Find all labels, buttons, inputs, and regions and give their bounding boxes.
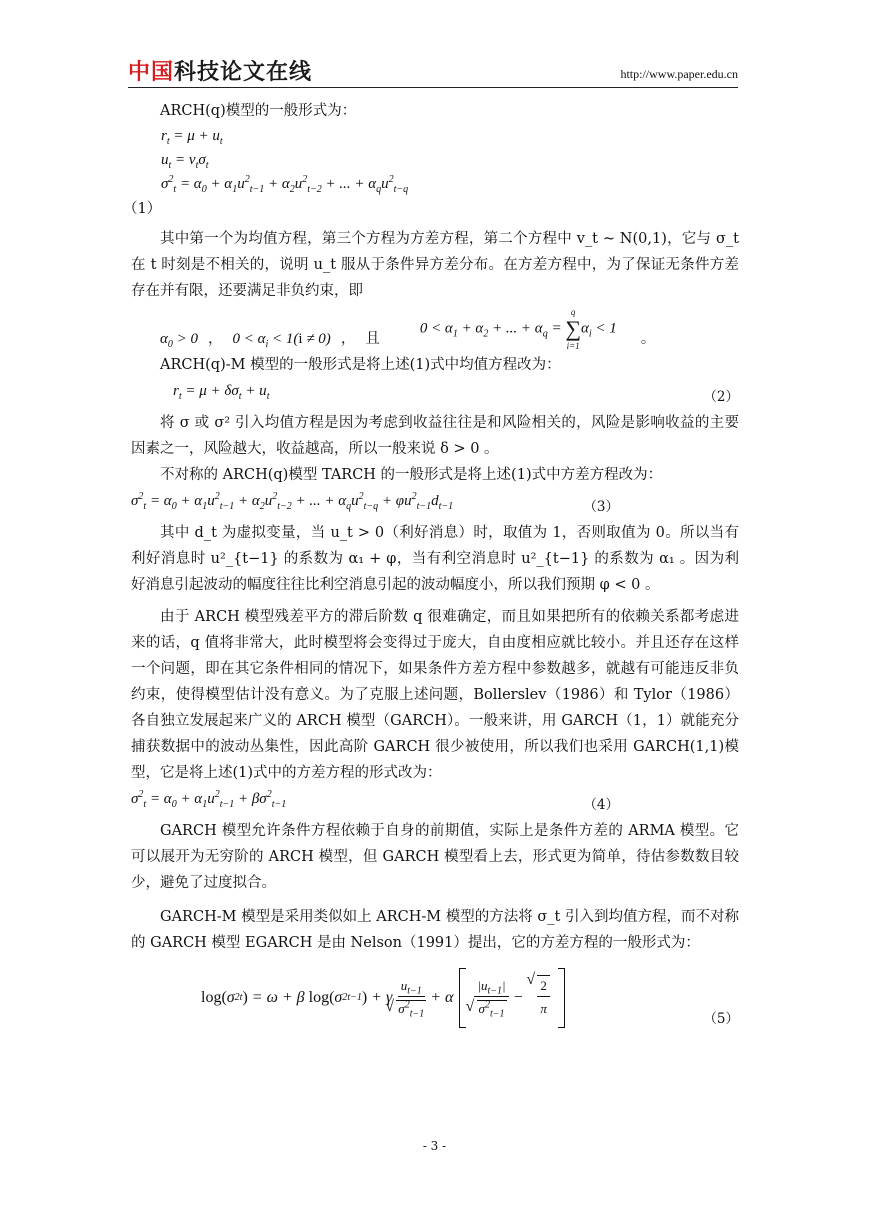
constraint-alpha0: $\alpha_0 > 0$ [160,331,198,350]
logo-red-part: 中国 [128,60,175,85]
eq4-number: （4） [583,797,619,813]
constraint-end: 。 [640,331,656,347]
paragraph-garch: 由于 ARCH 模型残差平方的滞后阶数 q 很难确定，而且如果把所有的依赖关系都考虑进来的话，q 值将非常大，此时模型将会变得过于庞大，自由度相应就比较小。并且还存在这样一个问题，即在其它条件相同的情况下，如果条件方差方程中参数越多，就越有可能违反非负约束，使得模型估计没有意义。为了克服上述问题，Bollerslev（1986）和 Tylor（1986）各自独立发展起来广义的 ARCH 模型（GARCH）。一般来讲，用 GARCH（1，1）就能充分捕获数据中的波动丛集性，因此高阶 GARCH 很少被使用，所以我们也采用 GARCH(1,1)模型，它是将上述(1)式中的方差方程的形式改为： [131,609,739,781]
eq5-sqrt-2-pi: √ $\frac{2}{\pi}$ [537,975,550,1021]
eq4-row [131,786,739,812]
eq5-fraction-alpha: $|u_{t-1}|$ √ $\sigma^2_{t-1}$ [474,976,508,1021]
archm-intro: ARCH(q)-M 模型的一般形式是将上述(1)式中均值方程改为： [160,357,561,373]
eq5-block [131,960,739,1026]
eq5-number: （5） [703,1011,739,1027]
constraint-and: 且 [365,331,380,347]
eq2: $r_t = \mu + \delta\sigma_t + u_t$ [173,383,270,402]
eq3-number: （3） [583,499,619,515]
eq5: log( σ 2 t ) = ω + β log( σ 2 t−1 ) + γ $u_{t-1}$ √ $\sigma^2_{t-1}$ + α $|u_{t-1}|$ √ $\sigma^2_{t-1}$ − √ $\frac{2}{\pi}$ [201,968,565,1028]
nonneg-constraints: $\alpha_0 > 0$ ， $0 < \alpha_i < 1(i \ne 0)$ ， 且 $0 < \alpha_1 + \alpha_2$ + ... + $\alpha_q$ = q ∑ i=1 $\alpha_i < 1$ 。 [160,307,656,351]
paragraph-egarch: GARCH-M 模型是采用类似如上 ARCH-M 模型的方法将 σ_t 引入到均值方程，而不对称的 GARCH 模型 EGARCH 是由 Nelson（1991）提出，它的方差方程的一般形式为： [131,909,739,951]
eq1-variance: $\sigma^2_t = \alpha_0 + \alpha_1u^2_{t-1} + \alpha_2u^2_{t-2}$ + ... + $\alpha_qu^2_{t-q}$ [161,174,409,195]
paragraph-arch-explain: 其中第一个为均值方程，第三个方程为方差方程，第二个方程中 v_t ~ N(0,1)，它与 σ_t 在 t 时刻是不相关的，说明 u_t 服从于条件异方差分布。在方差方程中，为了保证无条件方差存在并有限，还要满足非负约束，即 [131,231,739,299]
eq4: $\sigma^2_t = \alpha_0 + \alpha_1u^2_{t-1} + \beta\sigma^2_{t-1}$ [131,789,287,810]
eq2-row [131,378,739,404]
eq5-bracket: $|u_{t-1}|$ √ $\sigma^2_{t-1}$ − √ $\frac{2}{\pi}$ [459,968,564,1028]
eq1-mean: $r_t = \mu + u_t$ [161,128,223,147]
constraint-alphai: $0 < \alpha_i < 1(i \ne 0)$ [232,331,331,350]
paragraph-garch-arma: GARCH 模型允许条件方程依赖于自身的前期值，实际上是条件方差的 ARMA 模型。它可以展开为无穷阶的 ARCH 模型，但 GARCH 模型看上去，形式更为简单，待估参数数目较少，避免了过度拟合。 [131,823,739,891]
arch-intro: ARCH(q)模型的一般形式为： [160,103,357,119]
eq3: $\sigma^2_t = \alpha_0 + \alpha_1u^2_{t-1} + \alpha_2u^2_{t-2}$ + ... + $\alpha_qu^2_{t-q} + \varphi u^2_{t-1}d_{t-1}$ [131,491,454,512]
eq5-fraction-gamma: $u_{t-1}$ √ $\sigma^2_{t-1}$ [396,976,426,1021]
tarch-intro: 不对称的 ARCH(q)模型 TARCH 的一般形式是将上述(1)式中方差方程改为： [160,467,663,483]
eq3-row [131,488,739,514]
eq2-number: （2） [703,389,739,405]
eq1-error: $u_t = v_t\sigma_t$ [161,152,209,171]
journal-logo [128,60,312,86]
eq1-number: （1） [123,201,162,217]
header-url[interactable]: http://www.paper.edu.cn [620,67,738,81]
logo-dark-part: 科技论文在线 [174,60,313,85]
paragraph-risk: 将 σ 或 σ² 引入均值方程是因为考虑到收益往往是和风险相关的，风险是影响收益的主要因素之一，风险越大，收益越高，所以一般来说 δ > 0 。 [131,415,739,457]
constraint-sum: $0 < \alpha_1 + \alpha_2$ + ... + $\alpha_q$ = q ∑ i=1 $\alpha_i < 1$ [419,307,617,351]
page-content [123,98,739,1027]
page-number: - 3 - [422,1139,447,1153]
header-rule [128,87,738,88]
paragraph-dummy: 其中 d_t 为虚拟变量，当 u_t > 0（利好消息）时，取值为 1，否则取值为 0。所以当有利好消息时 u²_{t−1} 的系数为 α₁ + φ，当有利空消息时 u²_{t−1} 的系数为 α₁ 。因为利好消息引起波动的幅度往往比利空消息引起的波动幅度小，所以我们预期 φ < 0 。 [131,525,739,593]
